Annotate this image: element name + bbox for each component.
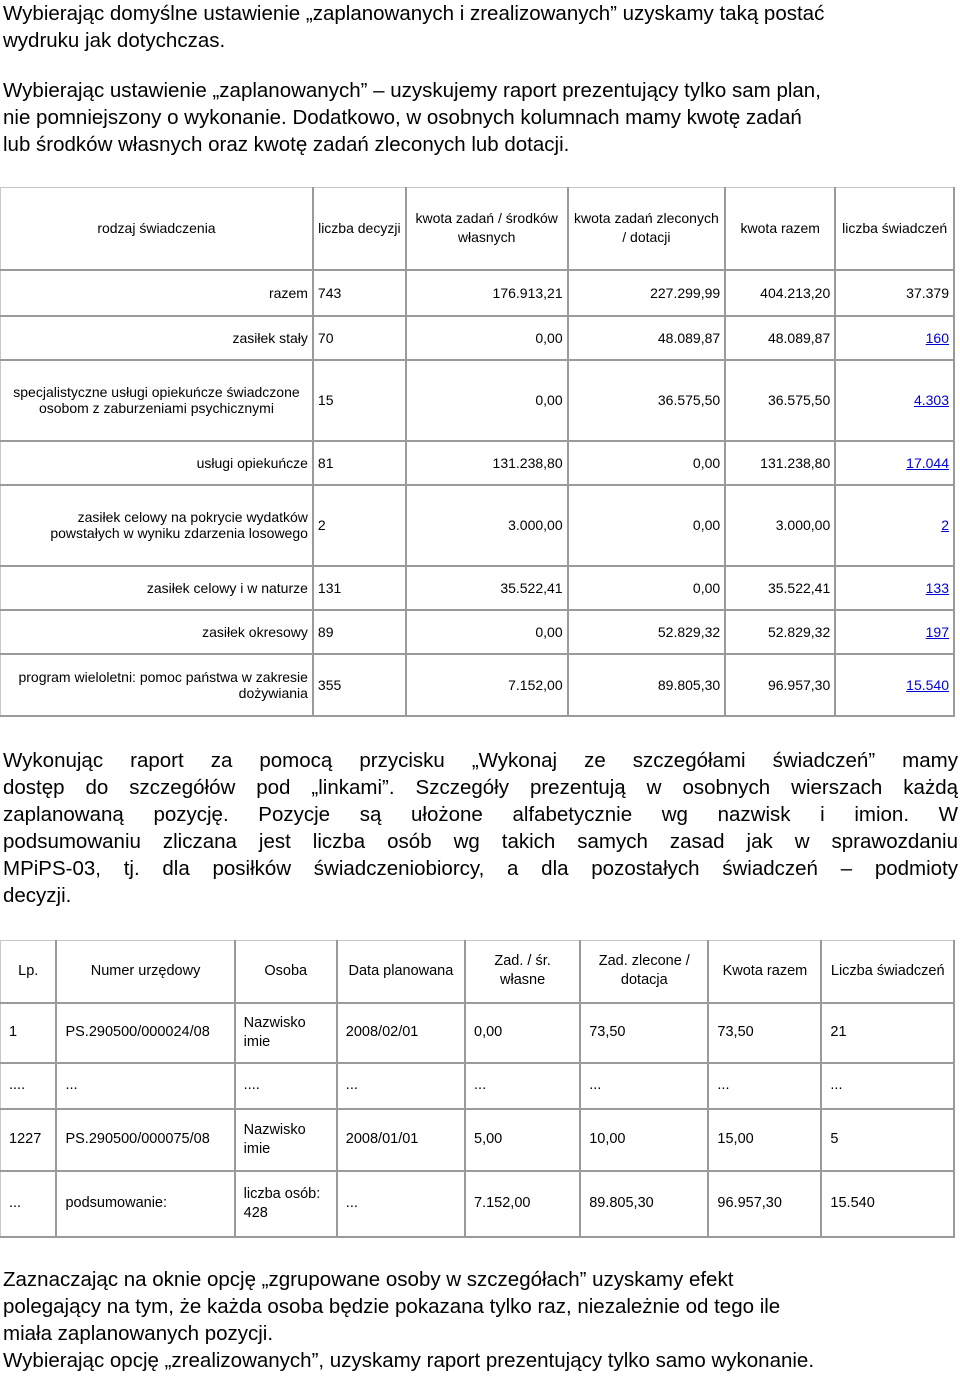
cell-commissioned: 48.089,87: [568, 316, 726, 360]
table-header-row: [1, 188, 955, 270]
header-cell: kwota zadań / środków własnych: [406, 188, 568, 270]
cell-date: 2008/02/01: [337, 1003, 465, 1063]
cell-own: 0,00: [406, 316, 568, 360]
header-cell: Zad. / śr. własne: [465, 941, 580, 1003]
cell-total: 35.522,41: [725, 566, 835, 610]
cell-own: 7.152,00: [406, 654, 568, 716]
table-row: [1, 270, 955, 316]
header-cell: Kwota razem: [708, 941, 821, 1003]
middle-text: decyzji.: [3, 884, 72, 907]
header-cell: liczba decyzji: [313, 188, 406, 270]
cell-commissioned: ...: [580, 1063, 708, 1109]
cell-total: 48.089,87: [725, 316, 835, 360]
intro-paragraph-2: [3, 77, 958, 158]
table-row: [1, 1063, 955, 1109]
intro-text: lub środków własnych oraz kwotę zadań zleconych lub dotacji.: [3, 133, 570, 156]
cell-commissioned: 0,00: [568, 485, 726, 566]
header-cell: Lp.: [1, 941, 57, 1003]
cell-own: 131.238,80: [406, 441, 568, 485]
cell-total: 96.957,30: [725, 654, 835, 716]
cell-type: program wieloletni: pomoc państwa w zakresie dożywiania: [1, 654, 313, 716]
cell-commissioned: 36.575,50: [568, 360, 726, 441]
middle-text: podsumowaniu zliczana jest liczba osób wg takich samych zasad jak w sprawozdaniu: [3, 830, 958, 853]
cell-date: ...: [337, 1063, 465, 1109]
cell-person: Nazwisko imie: [235, 1109, 337, 1171]
cell-person: Nazwisko imie: [235, 1003, 337, 1063]
intro-text: wydruku jak dotychczas.: [3, 29, 226, 52]
header-cell: Numer urzędowy: [56, 941, 234, 1003]
cell-commissioned: 52.829,32: [568, 610, 726, 654]
benefits-link[interactable]: 15.540: [835, 654, 954, 716]
cell-total: 96.957,30: [708, 1171, 821, 1237]
benefits-link[interactable]: 133: [835, 566, 954, 610]
cell-total: 36.575,50: [725, 360, 835, 441]
table-row: [1, 1109, 955, 1171]
cell-decisions: 89: [313, 610, 406, 654]
cell-own: 0,00: [406, 610, 568, 654]
cell-own: 0,00: [465, 1003, 580, 1063]
middle-paragraph: [3, 747, 958, 909]
cell-benefits: 5: [821, 1109, 954, 1171]
cell-type: specjalistyczne usługi opiekuńcze świadczone osobom z zaburzeniami psychicznymi: [1, 360, 313, 441]
cell-own: 0,00: [406, 360, 568, 441]
table-row: [1, 316, 955, 360]
intro-text: Wybierając domyślne ustawienie „zaplanowanych i zrealizowanych” uzyskamy taką postać: [3, 2, 825, 25]
cell-commissioned: 89.805,30: [580, 1171, 708, 1237]
header-cell: kwota zadań zleconych / dotacji: [568, 188, 726, 270]
intro-text: Wybierając ustawienie „zaplanowanych” – uzyskujemy raport prezentujący tylko sam plan,: [3, 79, 821, 102]
header-cell: Zad. zlecone / dotacja: [580, 941, 708, 1003]
cell-type: zasiłek celowy na pokrycie wydatków powstałych w wyniku zdarzenia losowego: [1, 485, 313, 566]
outro-text: Wybierając opcję „zrealizowanych”, uzyskamy raport prezentujący tylko samo wykonanie.: [3, 1349, 815, 1372]
cell-type: zasiłek okresowy: [1, 610, 313, 654]
cell-lp: ....: [1, 1063, 57, 1109]
cell-total: ...: [708, 1063, 821, 1109]
cell-type: razem: [1, 270, 313, 316]
header-cell: Osoba: [235, 941, 337, 1003]
header-cell: kwota razem: [725, 188, 835, 270]
middle-text: MPiPS-03, tj. dla posiłków świadczeniobiorcy, a dla pozostałych świadczeń – podmioty: [3, 857, 958, 880]
header-cell: liczba świadczeń: [835, 188, 954, 270]
table-summary-row: [1, 1171, 955, 1237]
cell-own: 176.913,21: [406, 270, 568, 316]
cell-commissioned: 0,00: [568, 566, 726, 610]
cell-type: usługi opiekuńcze: [1, 441, 313, 485]
outro-text: miała zaplanowanych pozycji.: [3, 1322, 274, 1345]
cell-own: 5,00: [465, 1109, 580, 1171]
table-row: [1, 485, 955, 566]
table-row: [1, 360, 955, 441]
intro-paragraph-1: [3, 0, 958, 54]
cell-date: ...: [337, 1171, 465, 1237]
cell-total: 15,00: [708, 1109, 821, 1171]
middle-text: Wykonując raport za pomocą przycisku „Wykonaj ze szczegółami świadczeń” mamy: [3, 749, 958, 772]
intro-text: nie pomniejszony o wykonanie. Dodatkowo, w osobnych kolumnach mamy kwotę zadań: [3, 106, 802, 129]
cell-total: 3.000,00: [725, 485, 835, 566]
cell-total: 73,50: [708, 1003, 821, 1063]
summary-table: [0, 187, 955, 717]
cell-date: 2008/01/01: [337, 1109, 465, 1171]
header-cell: Data planowana: [337, 941, 465, 1003]
header-cell: rodzaj świadczenia: [1, 188, 313, 270]
cell-commissioned: 73,50: [580, 1003, 708, 1063]
cell-decisions: 2: [313, 485, 406, 566]
benefits-link[interactable]: 197: [835, 610, 954, 654]
cell-decisions: 355: [313, 654, 406, 716]
cell-commissioned: 0,00: [568, 441, 726, 485]
benefits-link[interactable]: 4.303: [835, 360, 954, 441]
cell-benefits: ...: [821, 1063, 954, 1109]
cell-type: zasiłek stały: [1, 316, 313, 360]
cell-total: 404.213,20: [725, 270, 835, 316]
table-row: [1, 441, 955, 485]
cell-total: 131.238,80: [725, 441, 835, 485]
cell-lp: ...: [1, 1171, 57, 1237]
cell-own: 3.000,00: [406, 485, 568, 566]
table-row: [1, 566, 955, 610]
table-header-row: [1, 941, 955, 1003]
benefits-link[interactable]: 17.044: [835, 441, 954, 485]
cell-commissioned: 10,00: [580, 1109, 708, 1171]
cell-decisions: 81: [313, 441, 406, 485]
cell-decisions: 743: [313, 270, 406, 316]
table-row: [1, 610, 955, 654]
cell-total: 52.829,32: [725, 610, 835, 654]
cell-number: podsumowanie:: [56, 1171, 234, 1237]
cell-benefits: 37.379: [835, 270, 954, 316]
middle-text: zaplanowaną pozycję. Pozycje są ułożone alfabetycznie wg nazwisk i imion. W: [3, 803, 958, 826]
cell-decisions: 70: [313, 316, 406, 360]
cell-lp: 1227: [1, 1109, 57, 1171]
cell-lp: 1: [1, 1003, 57, 1063]
benefits-link[interactable]: 2: [835, 485, 954, 566]
table-row: [1, 1003, 955, 1063]
cell-person: ....: [235, 1063, 337, 1109]
table-row: [1, 654, 955, 716]
cell-commissioned: 89.805,30: [568, 654, 726, 716]
outro-paragraph: [3, 1266, 958, 1374]
cell-type: zasiłek celowy i w naturze: [1, 566, 313, 610]
cell-number: PS.290500/000075/08: [56, 1109, 234, 1171]
cell-own: ...: [465, 1063, 580, 1109]
cell-number: ...: [56, 1063, 234, 1109]
middle-text: dostęp do szczegółów pod „linkami”. Szczegóły prezentują w osobnych wierszach każdą: [3, 776, 958, 799]
cell-person: liczba osób: 428: [235, 1171, 337, 1237]
cell-benefits: 21: [821, 1003, 954, 1063]
cell-decisions: 15: [313, 360, 406, 441]
details-table: [0, 940, 955, 1238]
cell-number: PS.290500/000024/08: [56, 1003, 234, 1063]
outro-text: polegający na tym, że każda osoba będzie pokazana tylko raz, niezależnie od tego ile: [3, 1295, 781, 1318]
header-cell: Liczba świadczeń: [821, 941, 954, 1003]
cell-own: 35.522,41: [406, 566, 568, 610]
cell-own: 7.152,00: [465, 1171, 580, 1237]
cell-benefits: 15.540: [821, 1171, 954, 1237]
benefits-link[interactable]: 160: [835, 316, 954, 360]
cell-decisions: 131: [313, 566, 406, 610]
cell-commissioned: 227.299,99: [568, 270, 726, 316]
outro-text: Zaznaczając na oknie opcję „zgrupowane osoby w szczegółach” uzyskamy efekt: [3, 1268, 734, 1291]
